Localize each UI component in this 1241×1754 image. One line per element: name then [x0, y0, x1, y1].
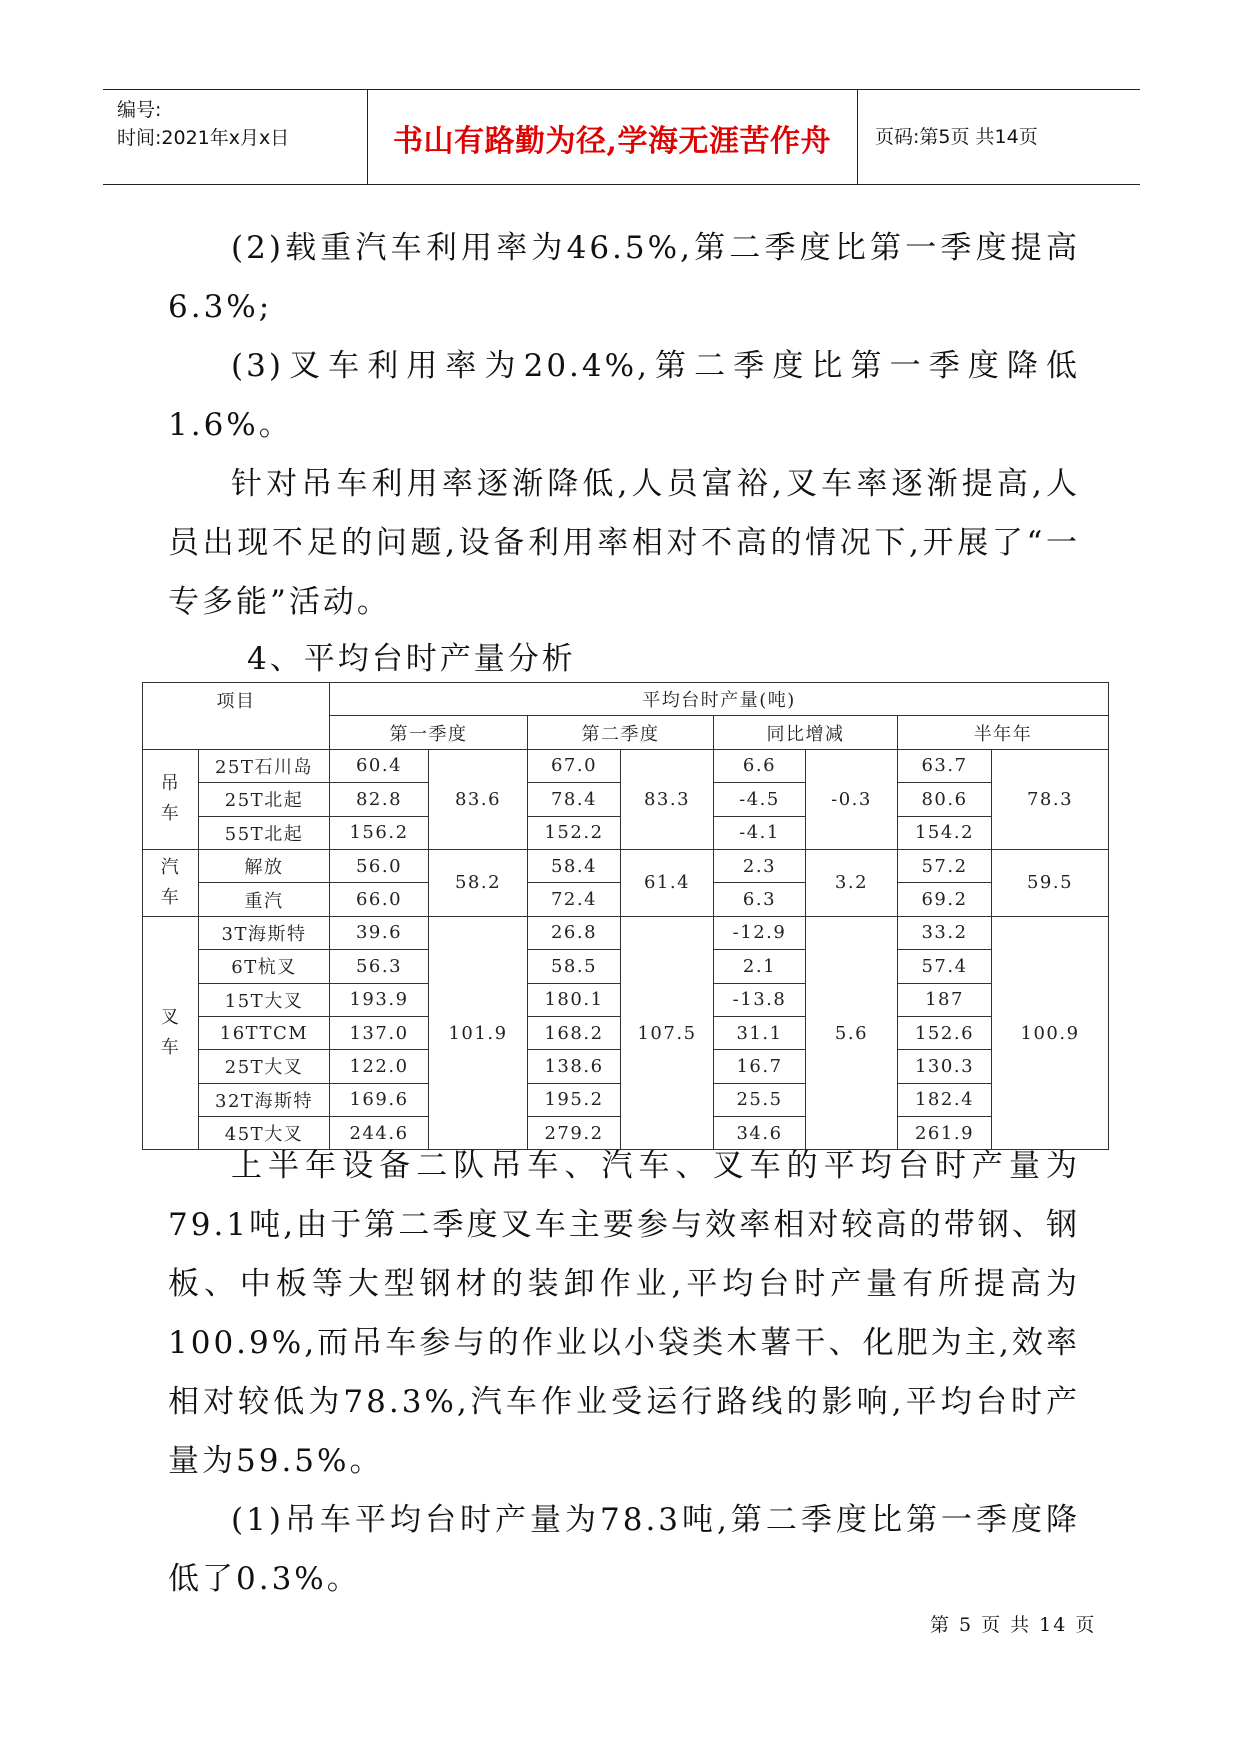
header-motto: 书山有路勤为径,学海无涯苦作舟	[393, 124, 831, 159]
q2-value-cell: 180.1	[528, 983, 621, 1016]
table-header-row	[143, 683, 1109, 716]
half-year-value-cell: 187	[898, 983, 992, 1016]
half-year-value-cell: 80.6	[898, 783, 992, 816]
q1-value-cell: 56.0	[330, 849, 429, 882]
paragraph-analysis: 上半年设备二队吊车、汽车、叉车的平均台时产量为79.1吨,由于第二季度叉车主要参与效率相对较高的带钢、钢板、中板等大型钢材的装卸作业,平均台时产量有所提高为100.9%,而吊车参与的作业以小袋类木薯干、化肥为主,效率相对较低为78.3%,汽车作业受运行路线的影响,平均台时产量为59.5%。	[168, 1148, 1080, 1479]
page-footer	[930, 1610, 1104, 1637]
q2-value-cell: 72.4	[528, 883, 621, 916]
yoy-value-cell: 16.7	[714, 1050, 806, 1083]
half-year-value-cell: 69.2	[898, 883, 992, 916]
model-cell: 32T海斯特	[199, 1083, 330, 1116]
header-item: 项目	[143, 683, 330, 750]
paragraph-truck-utilization: (2)载重汽车利用率为46.5%,第二季度比第一季度提高6.3%;	[168, 230, 1080, 325]
model-cell: 6T杭叉	[199, 950, 330, 983]
table-row	[143, 916, 1109, 949]
half-year-value-cell: 130.3	[898, 1050, 992, 1083]
header-meta	[117, 96, 289, 152]
half-year-group-avg-cell: 59.5	[992, 849, 1109, 916]
header-q1: 第一季度	[330, 716, 528, 749]
half-year-value-cell: 63.7	[898, 749, 992, 782]
footer-total-pages: 14	[1039, 1614, 1068, 1636]
table-row	[143, 749, 1109, 782]
footer-prefix: 第	[930, 1614, 952, 1636]
q1-value-cell: 156.2	[330, 816, 429, 849]
q1-value-cell: 82.8	[330, 783, 429, 816]
paragraph-crane-output: (1)吊车平均台时产量为78.3吨,第二季度比第一季度降低了0.3%。	[168, 1502, 1080, 1597]
yoy-value-cell: 31.1	[714, 1016, 806, 1049]
half-year-value-cell: 152.6	[898, 1016, 992, 1049]
time-label: 时间:2021年x月x日	[117, 127, 290, 149]
yoy-value-cell: 2.3	[714, 849, 806, 882]
q1-group-avg-cell: 83.6	[429, 749, 528, 849]
model-cell: 16TTCM	[199, 1016, 330, 1049]
half-year-group-avg-cell: 78.3	[992, 749, 1109, 849]
q2-value-cell: 78.4	[528, 783, 621, 816]
yoy-value-cell: -4.5	[714, 783, 806, 816]
code-label: 编号:	[117, 99, 162, 121]
half-year-value-cell: 57.4	[898, 950, 992, 983]
model-cell: 15T大叉	[199, 983, 330, 1016]
q1-group-avg-cell: 101.9	[429, 916, 528, 1150]
yoy-value-cell: -12.9	[714, 916, 806, 949]
header-main: 平均台时产量(吨)	[330, 683, 1109, 716]
half-year-value-cell: 261.9	[898, 1117, 992, 1150]
group-name-cell: 吊 车	[143, 749, 199, 849]
footer-suffix: 页	[1075, 1614, 1097, 1636]
header-yoy: 同比增减	[714, 716, 898, 749]
q2-value-cell: 152.2	[528, 816, 621, 849]
footer-current-page: 5	[959, 1614, 974, 1636]
yoy-value-cell: 6.3	[714, 883, 806, 916]
q2-group-avg-cell: 107.5	[621, 916, 714, 1150]
q1-group-avg-cell: 58.2	[429, 849, 528, 916]
half-year-value-cell: 33.2	[898, 916, 992, 949]
document-header	[103, 89, 1140, 185]
model-cell: 55T北起	[199, 816, 330, 849]
q2-value-cell: 195.2	[528, 1083, 621, 1116]
q2-group-avg-cell: 61.4	[621, 849, 714, 916]
header-divider	[857, 90, 858, 184]
half-year-value-cell: 182.4	[898, 1083, 992, 1116]
model-cell: 3T海斯特	[199, 916, 330, 949]
q1-value-cell: 169.6	[330, 1083, 429, 1116]
yoy-group-avg-cell: 3.2	[806, 849, 898, 916]
header-q2: 第二季度	[528, 716, 714, 749]
table-row	[143, 849, 1109, 882]
q2-value-cell: 279.2	[528, 1117, 621, 1150]
q2-group-avg-cell: 83.3	[621, 749, 714, 849]
yoy-value-cell: 34.6	[714, 1117, 806, 1150]
model-cell: 25T大叉	[199, 1050, 330, 1083]
q1-value-cell: 122.0	[330, 1050, 429, 1083]
group-name-cell: 汽 车	[143, 849, 199, 916]
q2-value-cell: 168.2	[528, 1016, 621, 1049]
q2-value-cell: 58.4	[528, 849, 621, 882]
section-heading: 4、平均台时产量分析	[247, 641, 576, 677]
footer-mid: 页 共	[981, 1614, 1032, 1636]
q1-value-cell: 39.6	[330, 916, 429, 949]
yoy-value-cell: 6.6	[714, 749, 806, 782]
yoy-group-avg-cell: -0.3	[806, 749, 898, 849]
yoy-group-avg-cell: 5.6	[806, 916, 898, 1150]
q1-value-cell: 66.0	[330, 883, 429, 916]
q2-value-cell: 26.8	[528, 916, 621, 949]
q1-value-cell: 193.9	[330, 983, 429, 1016]
half-year-group-avg-cell: 100.9	[992, 916, 1109, 1150]
yoy-value-cell: 2.1	[714, 950, 806, 983]
header-page-label: 页码:第5页 共14页	[875, 126, 1038, 148]
q1-value-cell: 137.0	[330, 1016, 429, 1049]
q2-value-cell: 138.6	[528, 1050, 621, 1083]
yoy-value-cell: -13.8	[714, 983, 806, 1016]
q1-value-cell: 56.3	[330, 950, 429, 983]
yoy-value-cell: -4.1	[714, 816, 806, 849]
header-half-year: 半年年	[898, 716, 1109, 749]
hourly-output-table	[142, 682, 1109, 1150]
model-cell: 25T石川岛	[199, 749, 330, 782]
model-cell: 45T大叉	[199, 1117, 330, 1150]
group-name-cell: 叉 车	[143, 916, 199, 1150]
model-cell: 25T北起	[199, 783, 330, 816]
q1-value-cell: 60.4	[330, 749, 429, 782]
q1-value-cell: 244.6	[330, 1117, 429, 1150]
half-year-value-cell: 154.2	[898, 816, 992, 849]
paragraph-activity: 针对吊车利用率逐渐降低,人员富裕,叉车率逐渐提高,人员出现不足的问题,设备利用率相对不高的情况下,开展了“一专多能”活动。	[168, 466, 1080, 620]
q2-value-cell: 67.0	[528, 749, 621, 782]
paragraph-forklift-utilization: (3)叉车利用率为20.4%,第二季度比第一季度降低1.6%。	[168, 348, 1080, 443]
half-year-value-cell: 57.2	[898, 849, 992, 882]
model-cell: 重汽	[199, 883, 330, 916]
yoy-value-cell: 25.5	[714, 1083, 806, 1116]
model-cell: 解放	[199, 849, 330, 882]
q2-value-cell: 58.5	[528, 950, 621, 983]
